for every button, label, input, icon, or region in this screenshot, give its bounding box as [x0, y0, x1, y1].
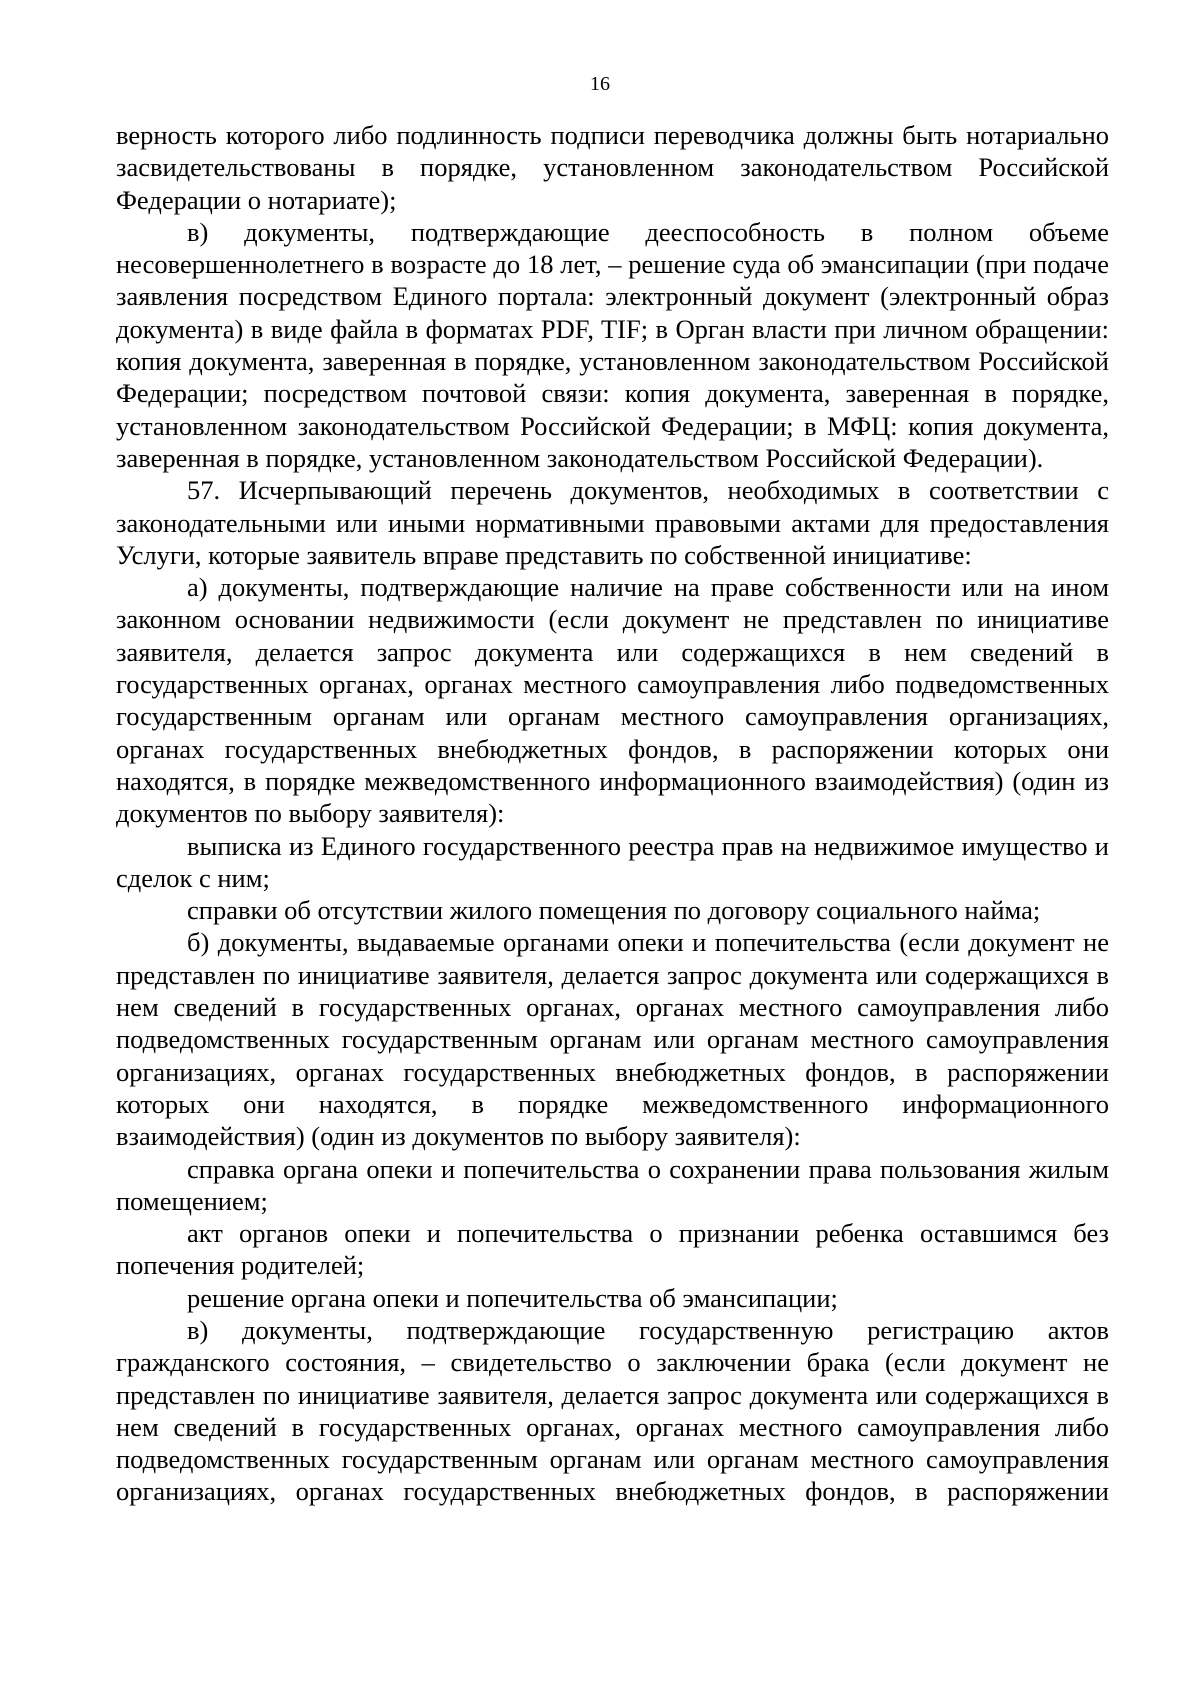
paragraph-guardianship-act: акт органов опеки и попечительства о признании ребенка оставшимся без попечения родителей; [116, 1218, 1109, 1281]
page-number: 16 [590, 73, 610, 95]
paragraph-item-b-guardianship: б) документы, выдаваемые органами опеки и попечительства (если документ не представлен по инициативе заявителя, делается запрос документа или содержащихся в нем сведений в государственных органах, органах местного самоуправления либо подведомственных государственным органам или органам местного самоуправления организациях, органах государственных внебюджетных фондов, в распоряжении которых они находятся, в порядке межведомственного информационного взаимодействия) (один из документов по выбору заявителя): [116, 927, 1109, 1152]
paragraph-no-social-housing: справки об отсутствии жилого помещения по договору социального найма; [187, 895, 1041, 926]
paragraph-guardianship-certificate: справка органа опеки и попечительства о сохранении права пользования жилым помещением; [116, 1153, 1109, 1216]
paragraph-57: 57. Исчерпывающий перечень документов, необходимых в соответствии с законодательными или иными нормативными правовыми актами для предоставления Услуги, которые заявитель вправе представить по собственной инициативе: [116, 475, 1109, 570]
paragraph-registry-extract: выписка из Единого государственного реестра прав на недвижимое имущество и сделок с ним; [116, 830, 1109, 893]
paragraph-emancipation-decision: решение органа опеки и попечительства об эмансипации; [187, 1282, 838, 1313]
document-body [116, 119, 1109, 1508]
paragraph-item-v-legal-capacity: в) документы, подтверждающие дееспособность в полном объеме несовершеннолетнего в возрасте до 18 лет, – решение суда об эмансипации (при подаче заявления посредством Единого портала: электронный документ (электронный образ документа) в виде файла в форматах PDF, TIF; в Орган власти при личном обращении: копия документа, заверенная в порядке, установленном законодательством Российской Федерации; посредством почтовой связи: копия документа, заверенная в порядке, установленном законодательством Российской Федерации; в МФЦ: копия документа, заверенная в порядке, установленном законодательством Российской Федерации). [116, 216, 1109, 473]
paragraph-item-a-property: а) документы, подтверждающие наличие на праве собственности или на ином законном основании недвижимости (если документ не представлен по инициативе заявителя, делается запрос документа или содержащихся в нем сведений в государственных органах, органах местного самоуправления либо подведомственных государственным органам или органам местного самоуправления организациях, органах государственных внебюджетных фондов, в распоряжении которых они находятся, в порядке межведомственного информационного взаимодействия) (один из документов по выбору заявителя): [116, 572, 1109, 829]
paragraph-continuation: верность которого либо подлинность подписи переводчика должны быть нотариально засвидетельствованы в порядке, установленном законодательством Российской Федерации о нотариате); [116, 120, 1109, 215]
paragraph-item-v-civil-status: в) документы, подтверждающие государственную регистрацию актов гражданского состояния, – свидетельство о заключении брака (если документ не представлен по инициативе заявителя, делается запрос документа или содержащихся в нем сведений в государственных органах, органах местного самоуправления либо подведомственных государственным органам или органам местного самоуправления организациях, органах государственных внебюджетных фондов, в распоряжении [116, 1314, 1109, 1507]
